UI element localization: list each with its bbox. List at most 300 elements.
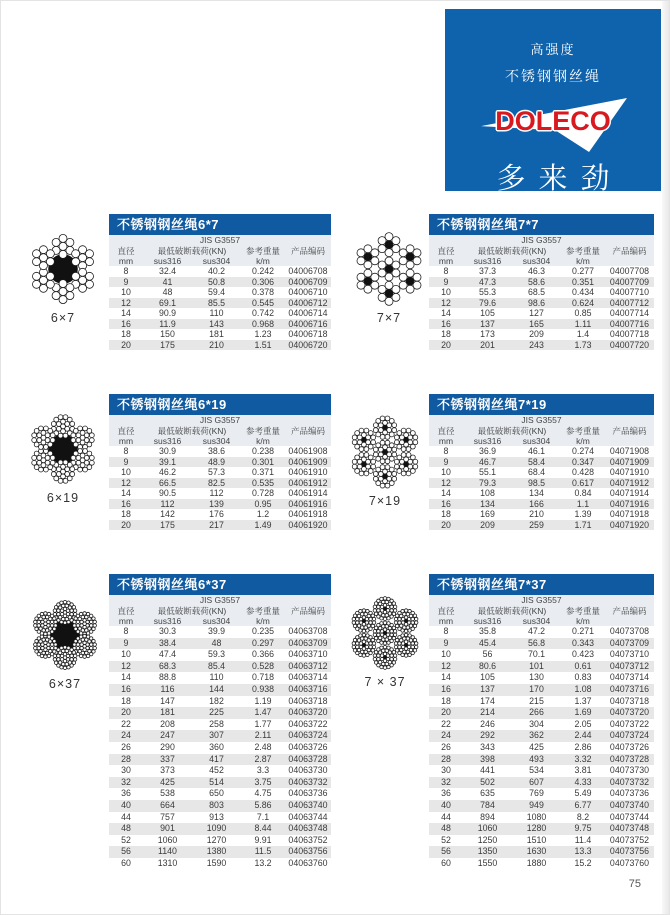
table-cell: 04006714 <box>288 308 328 318</box>
table-cell: 10 <box>121 467 131 477</box>
table-row <box>429 823 654 835</box>
table-cell: 181 <box>209 329 224 339</box>
table-row <box>109 478 331 489</box>
table-cell: 784 <box>480 799 495 810</box>
table-cell: 04063732 <box>288 776 328 787</box>
table-cell: 04063720 <box>288 707 328 718</box>
col-diameter-unit: mm <box>438 616 454 626</box>
table-cell: 2.48 <box>254 741 272 752</box>
table-title: 不锈钢钢丝绳6*37 <box>109 574 331 595</box>
table-cell: 1350 <box>477 846 498 857</box>
table-cell: 3.75 <box>254 776 272 787</box>
table-cell: 2.87 <box>254 753 272 764</box>
table-cell: 607 <box>529 776 544 787</box>
table-cell: 0.718 <box>251 672 274 683</box>
table-cell: 10 <box>121 649 131 660</box>
table-cell: 208 <box>160 718 175 729</box>
table-cell: 60 <box>441 857 451 868</box>
table-cell: 48 <box>211 637 222 648</box>
table-cell: 290 <box>160 741 175 752</box>
table-header <box>429 415 654 446</box>
table-cell: 04073732 <box>609 776 650 787</box>
table-row <box>429 684 654 696</box>
table-cell: 04073726 <box>609 741 650 752</box>
table-cell: 04063724 <box>288 730 328 741</box>
table-cell: 417 <box>209 753 224 764</box>
table-cell: 1510 <box>526 834 547 845</box>
table-cell: 16 <box>121 683 131 694</box>
table-cell: 48.9 <box>207 456 226 467</box>
table-cell: 1060 <box>477 823 498 834</box>
table-cell: 1.71 <box>574 519 592 530</box>
table-row <box>109 649 331 661</box>
table-cell: 22 <box>121 718 131 729</box>
table-row <box>429 509 654 520</box>
table-cell: 5.49 <box>574 788 592 799</box>
col-weight-unit: k/m <box>256 436 270 446</box>
table-cell: 82.5 <box>207 477 226 488</box>
table-cell: 4.75 <box>254 788 272 799</box>
table-cell: 12 <box>121 477 131 488</box>
table-cell: 68.5 <box>527 287 546 297</box>
table-cell: 55.1 <box>478 467 497 477</box>
table-row <box>429 835 654 847</box>
diagram-label: 6×19 <box>46 491 80 505</box>
col-load: 最低破断载荷(KN) <box>157 606 227 616</box>
table-cell: 214 <box>480 707 495 718</box>
table-cell: 1380 <box>206 846 227 857</box>
col-diameter: 直径 <box>117 426 135 436</box>
rope-cross-section-6x7-icon <box>21 229 105 309</box>
table-cell: 0.968 <box>251 318 274 329</box>
table-cell: 12 <box>441 297 451 308</box>
table-row <box>429 788 654 800</box>
table-cell: 0.528 <box>251 660 274 671</box>
table-row <box>429 719 654 731</box>
table-cell: 04073744 <box>609 811 650 822</box>
table-cell: 14 <box>121 672 131 683</box>
table-cell: 20 <box>441 707 451 718</box>
table-cell: 16 <box>441 318 451 329</box>
table-row <box>109 823 331 835</box>
table-cell: 362 <box>529 730 544 741</box>
table-cell: 1.19 <box>254 695 272 706</box>
table-row <box>109 520 331 531</box>
table-cell: 144 <box>209 683 224 694</box>
table-cell: 9 <box>443 637 449 648</box>
table-cell: 16 <box>121 498 131 509</box>
table-cell: 769 <box>529 788 544 799</box>
table-cell: 18 <box>121 695 131 706</box>
standard-label: JIS G3557 <box>521 595 562 605</box>
table-cell: 1090 <box>206 823 227 834</box>
table-row <box>109 696 331 708</box>
col-load: 最低破断载荷(KN) <box>477 246 547 256</box>
table-cell: 1140 <box>158 846 177 857</box>
col-diameter-unit: mm <box>118 256 134 266</box>
table-cell: 36 <box>121 788 131 799</box>
table-cell: 24 <box>121 730 131 741</box>
table-cell: 373 <box>160 765 175 776</box>
table-cell: 04071920 <box>609 519 650 530</box>
table-cell: 209 <box>480 519 495 530</box>
table-row <box>109 319 331 330</box>
table-cell: 0.242 <box>251 266 274 276</box>
table-cell: 85.5 <box>207 297 226 308</box>
col-weight: 参考重量 <box>245 246 280 256</box>
table-cell: 40.2 <box>207 266 226 276</box>
table-cell: 26 <box>121 741 131 752</box>
col-diameter: 直径 <box>437 426 455 436</box>
table-cell: 57.3 <box>207 467 226 477</box>
col-weight: 参考重量 <box>565 246 600 256</box>
table-cell: 18 <box>121 329 131 339</box>
table-row <box>429 812 654 824</box>
table-cell: 0.306 <box>251 276 274 287</box>
table-row <box>109 661 331 673</box>
table-cell: 13.3 <box>574 846 592 857</box>
table-rows <box>109 446 331 530</box>
table-row <box>109 457 331 468</box>
table-cell: 32 <box>441 776 451 787</box>
table-cell: 44 <box>121 811 131 822</box>
table-row <box>429 488 654 499</box>
table-row <box>429 319 654 330</box>
col-diameter-unit: mm <box>118 436 134 446</box>
table-cell: 12 <box>121 660 131 671</box>
spec-table-6x7 <box>109 214 331 350</box>
table-row <box>429 661 654 673</box>
table-row <box>109 765 331 777</box>
table-cell: 913 <box>209 811 224 822</box>
table-cell: 0.277 <box>571 266 594 276</box>
table-cell: 1.08 <box>574 683 592 694</box>
table-cell: 201 <box>480 339 495 350</box>
table-cell: 4.33 <box>574 776 592 787</box>
spec-table-6x37 <box>109 574 331 869</box>
table-cell: 175 <box>160 519 175 530</box>
table-cell: 635 <box>480 788 495 799</box>
table-cell: 70.1 <box>527 649 546 660</box>
table-cell: 0.271 <box>571 626 594 636</box>
table-cell: 12 <box>441 660 451 671</box>
table-cell: 47.3 <box>478 276 497 287</box>
table-cell: 04061918 <box>288 509 328 519</box>
table-cell: 243 <box>529 339 544 350</box>
table-cell: 37.3 <box>478 266 497 276</box>
table-cell: 0.238 <box>251 446 274 456</box>
table-cell: 20 <box>441 339 451 350</box>
table-row <box>109 488 331 499</box>
table-cell: 55.3 <box>478 287 497 297</box>
table-cell: 39.9 <box>207 626 226 636</box>
table-cell: 1250 <box>477 834 498 845</box>
table-cell: 58.6 <box>527 276 546 287</box>
page-edge-shade <box>662 1 669 914</box>
table-cell: 9.91 <box>254 834 272 845</box>
table-row <box>109 672 331 684</box>
col-load: 最低破断载荷(KN) <box>157 246 227 256</box>
table-cell: 0.742 <box>251 308 274 318</box>
table-cell: 16 <box>121 318 131 329</box>
col-diameter-unit: mm <box>438 436 454 446</box>
table-cell: 452 <box>209 765 224 776</box>
table-rows <box>109 266 331 350</box>
table-cell: 110 <box>209 672 224 683</box>
rope-diagram-6x7 <box>13 229 113 325</box>
table-row <box>109 846 331 858</box>
table-row <box>429 638 654 650</box>
rope-diagram-7x37 <box>335 593 435 689</box>
col-sus316: sus316 <box>153 616 182 626</box>
table-cell: 534 <box>529 765 544 776</box>
table-cell: 2.86 <box>574 741 592 752</box>
table-cell: 04063726 <box>288 741 328 752</box>
table-cell: 1880 <box>526 857 547 868</box>
table-cell: 1.1 <box>576 498 590 509</box>
table-cell: 0.728 <box>251 488 274 498</box>
table-cell: 98.5 <box>527 477 546 488</box>
table-cell: 209 <box>529 329 544 339</box>
table-cell: 894 <box>480 811 495 822</box>
table-cell: 1.73 <box>574 339 592 350</box>
table-cell: 04063716 <box>288 683 328 694</box>
table-cell: 803 <box>209 799 224 810</box>
rope-diagram-6x37 <box>15 595 115 691</box>
table-cell: 8 <box>443 446 449 456</box>
table-row <box>109 446 331 457</box>
table-row <box>109 684 331 696</box>
table-cell: 56 <box>121 846 131 857</box>
table-cell: 85.4 <box>207 660 226 671</box>
table-rows <box>429 266 654 350</box>
table-cell: 0.378 <box>251 287 274 297</box>
diagram-label: 7×19 <box>368 494 402 508</box>
table-cell: 6.77 <box>574 799 592 810</box>
table-cell: 8 <box>443 626 449 636</box>
table-cell: 0.938 <box>251 683 274 694</box>
table-row <box>429 777 654 789</box>
table-cell: 217 <box>209 519 224 530</box>
standard-label: JIS G3557 <box>199 595 241 605</box>
table-cell: 46.1 <box>527 446 546 456</box>
table-cell: 139 <box>209 498 224 509</box>
col-diameter: 直径 <box>437 246 455 256</box>
table-cell: 11.5 <box>254 846 272 857</box>
table-cell: 04063730 <box>288 765 328 776</box>
col-load: 最低破断载荷(KN) <box>157 426 227 436</box>
table-cell: 04061914 <box>288 488 328 498</box>
table-cell: 41 <box>162 276 173 287</box>
table-row <box>109 788 331 800</box>
table-cell: 04071908 <box>609 446 650 456</box>
table-row <box>429 846 654 858</box>
col-weight-unit: k/m <box>576 256 590 266</box>
table-cell: 182 <box>209 695 224 706</box>
table-row <box>429 520 654 531</box>
table-row <box>429 765 654 777</box>
table-cell: 80.6 <box>478 660 497 671</box>
diagram-label: 6×7 <box>50 311 76 325</box>
table-cell: 0.95 <box>254 498 272 509</box>
table-row <box>429 308 654 319</box>
table-cell: 10 <box>441 649 451 660</box>
table-cell: 04063728 <box>288 753 328 764</box>
table-cell: 18 <box>441 509 451 519</box>
table-row <box>109 742 331 754</box>
table-row <box>429 446 654 457</box>
table-cell: 1550 <box>477 857 498 868</box>
table-row <box>429 340 654 351</box>
table-cell: 56 <box>482 649 493 660</box>
col-code: 产品编码 <box>612 606 647 616</box>
table-cell: 30 <box>441 765 451 776</box>
table-cell: 8 <box>443 266 449 276</box>
table-cell: 1630 <box>526 846 547 857</box>
col-diameter-unit: mm <box>438 256 454 266</box>
table-cell: 35.8 <box>478 626 497 636</box>
brand-name-cn: 多来劲 <box>496 163 623 195</box>
table-cell: 90.5 <box>158 488 177 498</box>
table-cell: 04073718 <box>609 695 650 706</box>
table-cell: 52 <box>121 834 131 845</box>
table-header <box>429 235 654 266</box>
table-cell: 14 <box>121 308 131 318</box>
table-cell: 170 <box>529 683 544 694</box>
table-cell: 44 <box>441 811 451 822</box>
table-cell: 18 <box>441 695 451 706</box>
table-cell: 2.05 <box>574 718 592 729</box>
col-sus304: sus304 <box>522 256 551 266</box>
table-cell: 04007712 <box>609 297 650 308</box>
table-title: 不锈钢钢丝绳6*7 <box>109 214 331 235</box>
table-cell: 1.2 <box>256 509 270 519</box>
table-header <box>109 235 331 266</box>
table-header <box>109 595 331 626</box>
table-cell: 04006718 <box>288 329 328 339</box>
standard-label: JIS G3557 <box>199 415 241 425</box>
table-cell: 173 <box>480 329 495 339</box>
table-row <box>429 800 654 812</box>
table-cell: 0.535 <box>251 477 274 488</box>
table-cell: 04063722 <box>288 718 328 729</box>
col-weight: 参考重量 <box>245 606 280 616</box>
table-row <box>429 287 654 298</box>
table-cell: 15.2 <box>574 857 592 868</box>
spec-table-6x19 <box>109 394 331 530</box>
table-cell: 20 <box>121 519 131 530</box>
table-cell: 30 <box>121 765 131 776</box>
table-cell: 32 <box>121 776 131 787</box>
table-cell: 04007716 <box>609 318 650 329</box>
table-cell: 0.235 <box>251 626 274 636</box>
banner-title-line2: 不锈钢钢丝绳 <box>505 68 601 84</box>
col-sus304: sus304 <box>202 256 231 266</box>
table-title: 不锈钢钢丝绳7*37 <box>429 574 654 595</box>
table-cell: 8 <box>123 446 129 456</box>
table-cell: 04007714 <box>609 308 650 318</box>
table-cell: 3.3 <box>256 765 270 776</box>
col-sus316: sus316 <box>473 256 502 266</box>
table-cell: 1.49 <box>254 519 272 530</box>
table-cell: 20 <box>441 519 451 530</box>
table-cell: 307 <box>209 730 224 741</box>
table-cell: 165 <box>529 318 544 329</box>
table-cell: 04073730 <box>609 765 650 776</box>
table-cell: 04073740 <box>609 799 650 810</box>
table-cell: 1.4 <box>576 329 590 339</box>
table-cell: 150 <box>160 329 175 339</box>
table-cell: 9 <box>123 456 129 467</box>
table-row <box>109 329 331 340</box>
table-row <box>109 340 331 351</box>
table-cell: 0.274 <box>571 446 594 456</box>
table-cell: 0.617 <box>571 477 594 488</box>
table-cell: 425 <box>160 776 175 787</box>
table-cell: 88.8 <box>158 672 177 683</box>
table-cell: 04063718 <box>288 695 328 706</box>
table-cell: 1270 <box>206 834 227 845</box>
table-row <box>109 638 331 650</box>
table-cell: 04063752 <box>288 834 328 845</box>
table-cell: 13.2 <box>254 857 272 868</box>
diagram-label: 6×37 <box>48 677 82 691</box>
table-cell: 14 <box>441 488 451 498</box>
table-cell: 9 <box>443 456 449 467</box>
table-cell: 04063714 <box>288 672 328 683</box>
table-row <box>109 730 331 742</box>
col-sus304: sus304 <box>522 436 551 446</box>
table-cell: 04071916 <box>609 498 650 509</box>
col-sus316: sus316 <box>153 436 182 446</box>
table-cell: 9 <box>123 276 129 287</box>
table-cell: 0.343 <box>571 637 594 648</box>
table-cell: 04061920 <box>288 519 328 530</box>
table-cell: 04007710 <box>609 287 650 297</box>
col-diameter: 直径 <box>437 606 455 616</box>
table-cell: 04073736 <box>609 788 650 799</box>
table-cell: 48 <box>162 287 173 297</box>
table-cell: 1.23 <box>254 329 272 339</box>
table-cell: 110 <box>209 308 224 318</box>
table-cell: 04063744 <box>288 811 328 822</box>
table-row <box>429 742 654 754</box>
col-diameter: 直径 <box>117 606 135 616</box>
rope-cross-section-6x19-icon <box>21 409 105 489</box>
table-cell: 20 <box>121 339 131 350</box>
col-weight-unit: k/m <box>256 256 270 266</box>
col-sus304: sus304 <box>202 436 231 446</box>
table-cell: 3.32 <box>574 753 592 764</box>
table-cell: 39.1 <box>158 456 177 467</box>
table-cell: 60 <box>121 857 131 868</box>
table-cell: 0.61 <box>574 660 592 671</box>
table-cell: 1.77 <box>254 718 272 729</box>
table-row <box>429 626 654 638</box>
col-weight-unit: k/m <box>576 436 590 446</box>
table-cell: 04073756 <box>609 846 650 857</box>
table-cell: 52 <box>441 834 451 845</box>
table-cell: 11.9 <box>159 318 176 329</box>
table-cell: 0.83 <box>574 672 592 683</box>
table-cell: 10 <box>121 287 131 297</box>
table-cell: 04073720 <box>609 707 650 718</box>
table-row <box>109 467 331 478</box>
table-cell: 04063740 <box>288 799 328 810</box>
table-cell: 46.3 <box>527 266 546 276</box>
col-code: 产品编码 <box>290 246 325 256</box>
col-sus316: sus316 <box>473 616 502 626</box>
